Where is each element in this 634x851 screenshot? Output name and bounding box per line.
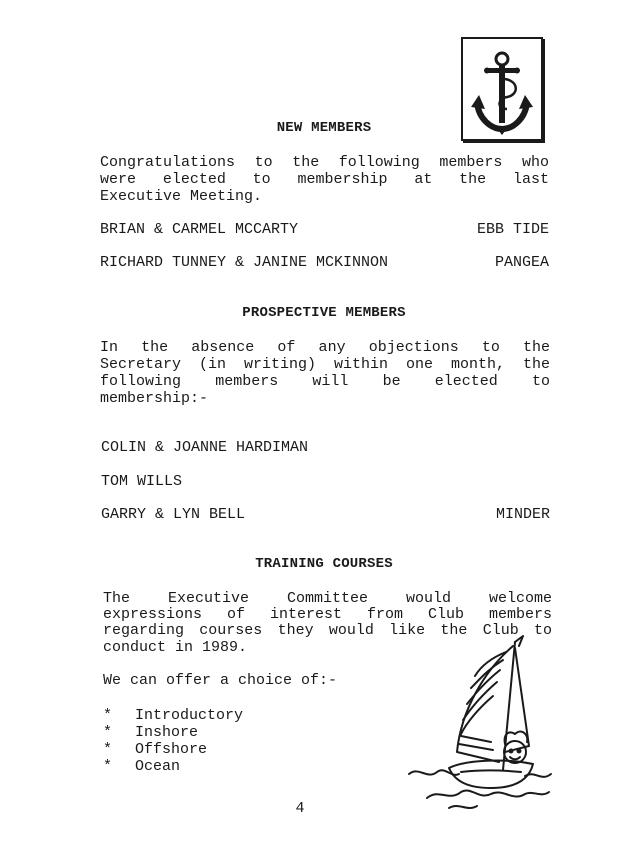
prospective-members-heading: PROSPECTIVE MEMBERS (242, 305, 406, 321)
course-name: Ocean (135, 758, 181, 775)
course-name: Offshore (135, 741, 208, 758)
member-names: RICHARD TUNNEY & JANINE MCKINNON (100, 254, 389, 271)
prospective-intro-line: membership:- (100, 390, 209, 407)
course-name: Introductory (135, 707, 244, 724)
training-intro-line: conduct in 1989. (103, 639, 248, 656)
new-members-intro-line: Congratulations to the following members who (100, 154, 549, 171)
member-entry (101, 506, 550, 523)
member-names: GARRY & LYN BELL (101, 506, 246, 523)
member-names: COLIN & JOANNE HARDIMAN (101, 439, 309, 456)
course-list-item (103, 758, 180, 775)
bullet-star: * (103, 758, 113, 775)
training-courses-heading: TRAINING COURSES (255, 556, 393, 572)
sailboat-cartoon-icon (405, 630, 555, 820)
new-members-intro-line: Executive Meeting. (100, 188, 263, 205)
course-list-item (103, 724, 198, 741)
bullet-star: * (103, 724, 113, 741)
course-list-item (103, 741, 207, 758)
member-boat: MINDER (495, 506, 550, 523)
member-entry (100, 254, 549, 271)
member-names: TOM WILLS (101, 473, 183, 490)
training-intro-line: regarding courses they would like the Club to (103, 622, 552, 639)
new-members-intro-line: were elected to membership at the last (100, 171, 549, 188)
prospective-intro-line: following members will be elected to (100, 373, 550, 390)
training-intro-line: expressions of interest from Club members (103, 606, 552, 623)
training-intro-line: The Executive Committee would welcome (103, 590, 552, 607)
bullet-star: * (103, 741, 113, 758)
prospective-intro-line: In the absence of any objections to the (100, 339, 550, 356)
prospective-intro-line: Secretary (in writing) within one month, the (100, 356, 550, 373)
member-boat: PANGEA (494, 254, 549, 271)
member-entry (101, 439, 550, 456)
member-names: BRIAN & CARMEL MCCARTY (100, 221, 299, 238)
member-entry (101, 473, 550, 490)
offer-text: We can offer a choice of:- (103, 672, 338, 689)
page-number: 4 (295, 800, 305, 817)
course-name: Inshore (135, 724, 199, 741)
member-boat: EBB TIDE (476, 221, 549, 238)
bullet-star: * (103, 707, 113, 724)
new-members-heading: NEW MEMBERS (276, 120, 372, 136)
member-entry (100, 221, 549, 238)
course-list-item (103, 707, 243, 724)
